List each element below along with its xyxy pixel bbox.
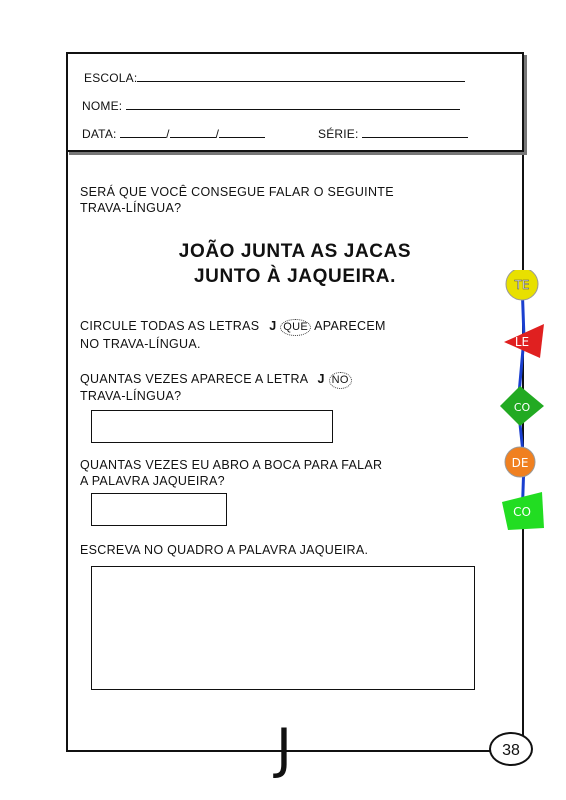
- question-4-line-1: ESCREVA NO QUADRO A PALAVRA JAQUEIRA.: [80, 543, 369, 557]
- data-label: DATA:: [82, 127, 117, 141]
- escola-label: ESCOLA:: [84, 71, 138, 85]
- deco-label-4: DE: [511, 456, 529, 470]
- nome-label: NOME:: [82, 99, 123, 113]
- data-separator: /: [215, 127, 220, 141]
- data-separator: /: [166, 127, 170, 141]
- question-1-line-2: NO TRAVA-LÍNGUA.: [80, 337, 201, 351]
- question-2-line-1: [80, 372, 352, 389]
- deco-label-1: TE: [514, 278, 530, 292]
- nome-line: [82, 98, 460, 113]
- data-month-field[interactable]: [170, 126, 216, 138]
- speech-bubble-icon: NO: [329, 372, 352, 389]
- letter-j: J: [317, 372, 325, 386]
- escola-field[interactable]: [137, 70, 465, 82]
- question-1-text-end: APARECEM: [314, 319, 386, 333]
- data-line: [82, 126, 265, 141]
- data-year-field[interactable]: [219, 126, 265, 138]
- page-number: 38: [489, 732, 533, 766]
- question-3-line-1: QUANTAS VEZES EU ABRO A BOCA PARA FALAR: [80, 458, 383, 472]
- question-2-line-2: TRAVA-LÍNGUA?: [80, 389, 182, 403]
- question-2-text: QUANTAS VEZES APARECE A LETRA: [80, 372, 308, 386]
- answer-box-4[interactable]: [91, 566, 475, 690]
- data-day-field[interactable]: [120, 126, 166, 138]
- deco-label-3: CO: [513, 401, 531, 414]
- answer-box-2[interactable]: [91, 410, 333, 443]
- intro-line-2: TRAVA-LÍNGUA?: [80, 201, 182, 215]
- serie-label: SÉRIE:: [318, 127, 359, 141]
- tongue-twister-line-1: JOÃO JUNTA AS JACAS: [178, 241, 412, 262]
- escola-line: [84, 70, 465, 85]
- serie-field[interactable]: [362, 126, 468, 138]
- intro-line-1: SERÁ QUE VOCÊ CONSEGUE FALAR O SEGUINTE: [80, 185, 394, 199]
- tongue-twister-line-2: JUNTO À JAQUEIRA.: [194, 266, 396, 287]
- nome-field[interactable]: [126, 98, 460, 110]
- big-letter-j: J: [276, 717, 292, 780]
- question-1-line-1: [80, 319, 386, 336]
- speech-bubble-icon: QUE: [280, 319, 311, 336]
- answer-box-3[interactable]: [91, 493, 227, 526]
- deco-label-2: LE: [514, 335, 530, 349]
- serie-line: [318, 126, 468, 141]
- letter-j: J: [269, 319, 277, 333]
- header-box: [66, 52, 524, 152]
- question-3-line-2: A PALAVRA JAQUEIRA?: [80, 474, 225, 488]
- question-1-text: CIRCULE TODAS AS LETRAS: [80, 319, 260, 333]
- side-decoration: [500, 270, 550, 530]
- deco-label-5: CO: [513, 505, 531, 519]
